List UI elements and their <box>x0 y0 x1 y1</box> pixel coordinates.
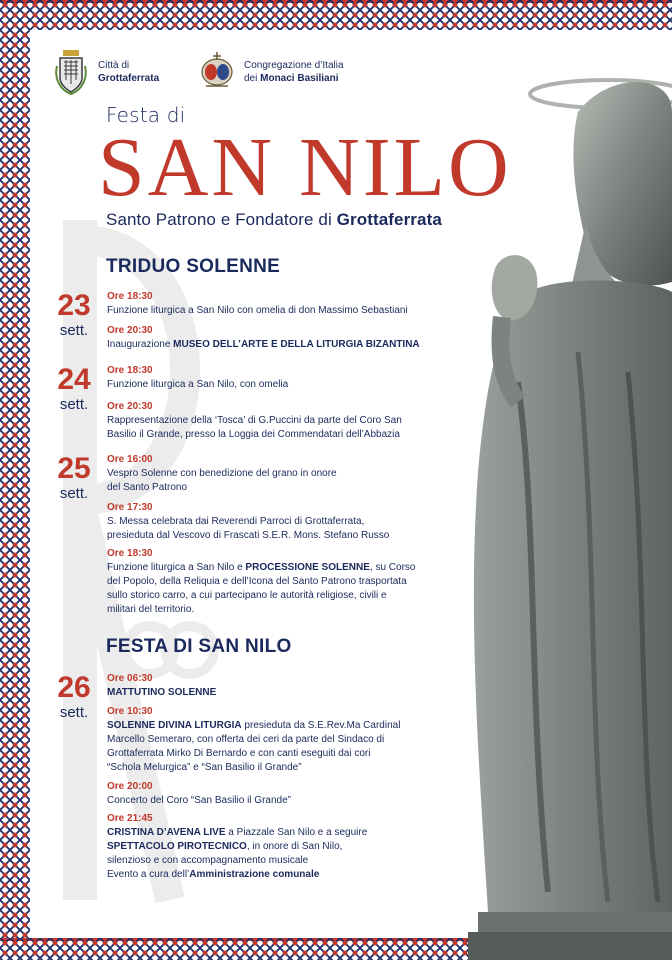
event-description-line: militari del territorio. <box>107 604 195 615</box>
event-23-1830 <box>107 290 447 318</box>
event-text: a Piazzale San Nilo e a seguire <box>225 827 368 838</box>
event-time: Ore 17:30 <box>107 502 153 513</box>
city-logo-block <box>54 48 159 96</box>
event-26-2145 <box>107 812 447 882</box>
event-description <box>107 338 447 352</box>
event-25-1730 <box>107 501 447 543</box>
event-26-1030 <box>107 705 447 775</box>
event-description-line: S. Messa celebrata dai Reverendi Parroci di Grottaferrata, <box>107 516 365 527</box>
date-23 <box>50 290 98 339</box>
event-text: , in onore di San Nilo, <box>246 841 343 852</box>
event-26-2000 <box>107 780 447 808</box>
date-24 <box>50 364 98 413</box>
event-description-line <box>107 826 447 840</box>
event-time: Ore 18:30 <box>107 548 153 559</box>
city-name-line1: Città di <box>98 60 130 71</box>
event-text-bold: PROCESSIONE SOLENNE <box>245 562 370 573</box>
date-number: 24 <box>57 363 91 396</box>
event-time: Ore 21:45 <box>107 813 153 824</box>
event-description-line: sullo storico carro, a cui partecipano le autorità religiose, civili e <box>107 590 387 601</box>
event-text: , su Corso <box>369 562 416 573</box>
event-24-2030 <box>107 400 447 442</box>
subtitle <box>106 210 442 230</box>
event-time: Ore 18:30 <box>107 365 153 376</box>
event-description: Concerto del Coro “San Basilio il Grande” <box>107 795 291 806</box>
event-time: Ore 10:30 <box>107 706 153 717</box>
date-number: 23 <box>57 289 91 322</box>
event-25-1600 <box>107 453 447 495</box>
event-24-1830 <box>107 364 447 392</box>
event-text-bold: MATTUTINO SOLENNE <box>107 687 217 698</box>
event-time: Ore 20:30 <box>107 401 153 412</box>
event-description-line: Vespro Solenne con benedizione del grano in onore <box>107 468 337 479</box>
event-description-line: “Schola Melurgica” e “San Basilio il Grande” <box>107 762 302 773</box>
event-description-line: del Santo Patrono <box>107 482 188 493</box>
city-crest-icon <box>54 48 88 96</box>
event-description-line <box>107 868 447 882</box>
congregation-name-bold: Monaci Basiliani <box>260 73 339 84</box>
event-description-line: Rappresentazione della ‘Tosca’ di G.Puccini da parte del Coro San <box>107 415 402 426</box>
date-25 <box>50 453 98 502</box>
event-description-line <box>107 561 447 575</box>
event-description-line <box>107 719 447 733</box>
event-description: Funzione liturgica a San Nilo con omelia di don Massimo Sebastiani <box>107 305 408 316</box>
event-text: Inaugurazione <box>107 339 174 350</box>
event-25-1830 <box>107 547 447 617</box>
date-26 <box>50 672 98 721</box>
event-time: Ore 06:30 <box>107 673 153 684</box>
page-title: SAN NILO <box>98 121 512 214</box>
subtitle-bold: Grottaferrata <box>336 210 442 229</box>
event-description-line <box>107 840 447 854</box>
event-time: Ore 18:30 <box>107 291 153 302</box>
event-description-line: presieduta dal Vescovo di Frascati S.E.R. Mons. Stefano Russo <box>107 530 390 541</box>
date-month: sett. <box>59 704 89 721</box>
section-title-triduo: TRIDUO SOLENNE <box>106 256 281 277</box>
event-time: Ore 20:30 <box>107 325 153 336</box>
event-text: presieduta da S.E.Rev.Ma Cardinal <box>241 720 401 731</box>
event-text-bold: MUSEO DELL’ARTE E DELLA LITURGIA BIZANTINA <box>173 339 420 350</box>
congregation-name-line1: Congregazione d’Italia <box>244 60 344 71</box>
date-month: sett. <box>59 396 89 413</box>
event-text-bold: SPETTACOLO PIROTECNICO <box>107 841 247 852</box>
congregation-name-prefix: dei <box>244 73 261 84</box>
city-name-line2: Grottaferrata <box>98 73 160 84</box>
date-month: sett. <box>59 485 89 502</box>
congregation-crest-icon <box>200 48 234 96</box>
event-description-line: Grottaferrata Mirko Di Bernardo e con canti eseguiti dai cori <box>107 748 371 759</box>
event-text: Evento a cura dell’ <box>107 869 190 880</box>
event-time: Ore 16:00 <box>107 454 153 465</box>
decorative-border-top <box>0 0 672 30</box>
event-time: Ore 20:00 <box>107 781 153 792</box>
date-number: 25 <box>57 452 91 485</box>
date-month: sett. <box>59 322 89 339</box>
event-description: Funzione liturgica a San Nilo, con omelia <box>107 379 289 390</box>
event-text-bold: SOLENNE DIVINA LITURGIA <box>107 720 242 731</box>
event-text-bold: CRISTINA D’AVENA LIVE <box>107 827 226 838</box>
congregation-logo-block <box>200 48 344 96</box>
event-text: Funzione liturgica a San Nilo e <box>107 562 246 573</box>
date-number: 26 <box>57 671 91 704</box>
event-26-0630 <box>107 672 447 700</box>
festa-di-heading: Festa di <box>106 103 186 127</box>
event-description-line: del Popolo, della Reliquia e dell’Icona del Santo Patrono trasportata <box>107 576 407 587</box>
section-title-festa: FESTA DI SAN NILO <box>106 636 292 657</box>
event-description-line: Marcello Semeraro, con offerta dei ceri da parte del Sindaco di <box>107 734 385 745</box>
subtitle-prefix: Santo Patrono e Fondatore di <box>106 210 337 229</box>
event-description-line: silenzioso e con accompagnamento musicale <box>107 855 309 866</box>
event-description-line: Basilio il Grande, presso la Loggia dei Commendatari dell’Abbazia <box>107 429 400 440</box>
event-text-bold: Amministrazione comunale <box>189 869 320 880</box>
event-23-2030 <box>107 324 447 352</box>
